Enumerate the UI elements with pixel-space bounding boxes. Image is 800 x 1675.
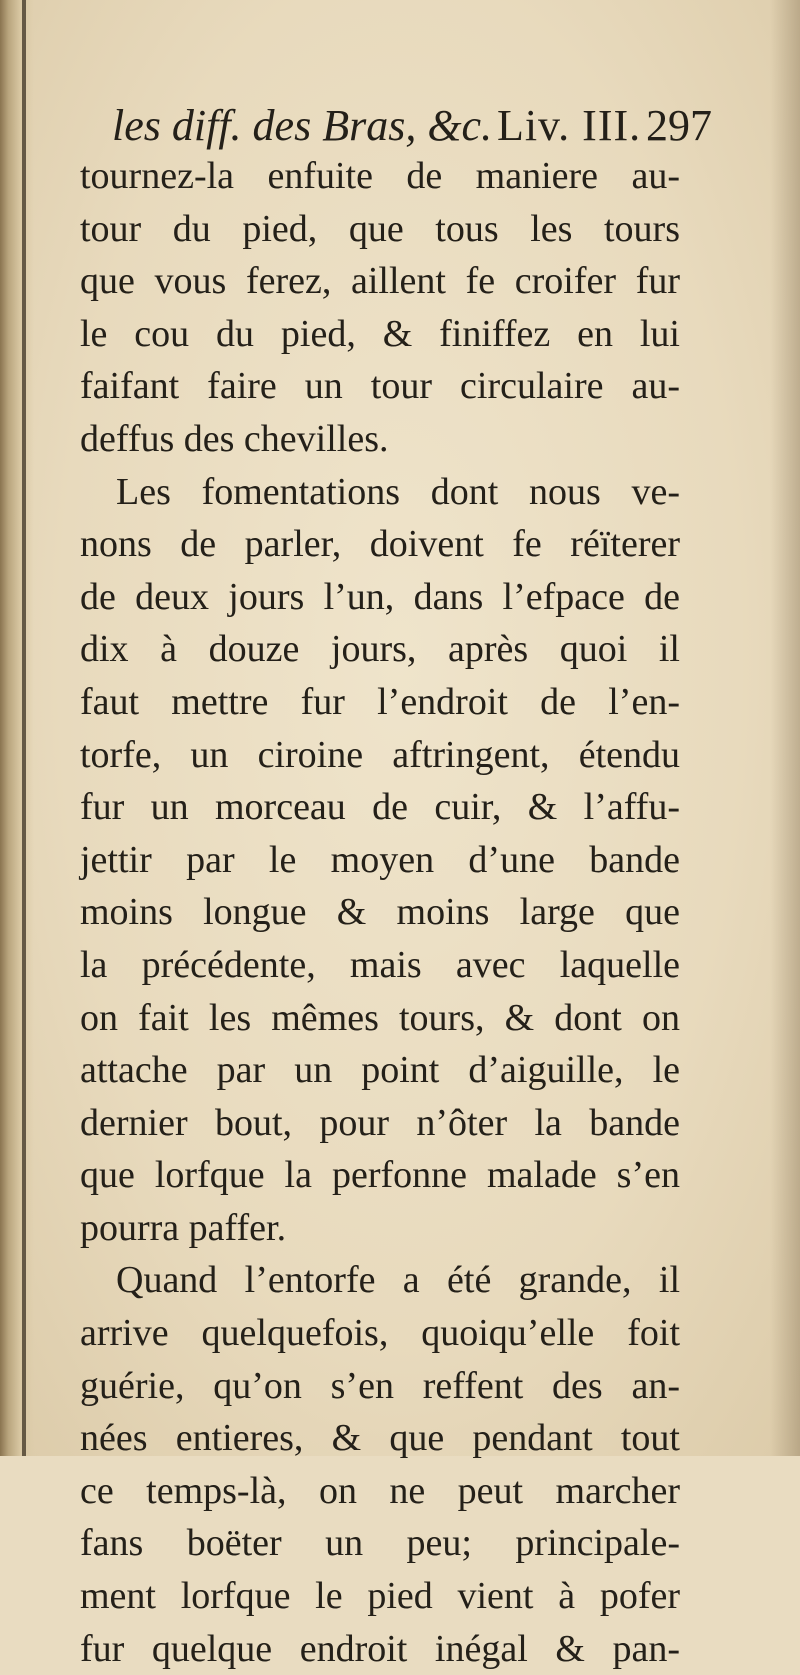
text-line: Quand l’entorfe a été grande, il	[116, 1259, 680, 1302]
text-line: Les fomentations dont nous ve-	[116, 470, 680, 513]
text-line: la précédente, mais avec laquelle	[80, 943, 680, 986]
running-head: les diff. des Bras, &c.	[112, 101, 493, 150]
text-line: deffus des chevilles.	[80, 417, 389, 460]
text-line: dernier bout, pour n’ôter la bande	[80, 1101, 680, 1144]
text-line: ment lorfque le pied vient à pofer	[80, 1575, 680, 1618]
text-line: nons de parler, doivent fe réïterer	[80, 523, 680, 566]
text-line: fans boëter un peu; principale-	[80, 1522, 680, 1565]
text-line: moins longue & moins large que	[80, 891, 680, 934]
text-line: que lorfque la perfonne malade s’en	[80, 1154, 680, 1197]
page-binding-edge	[0, 0, 34, 1456]
text-line: tournez-la enfuite de maniere au-	[80, 155, 680, 197]
text-line: ce temps-là, on ne peut marcher	[80, 1469, 680, 1512]
text-line: arrive quelquefois, quoiqu’elle foit	[80, 1312, 680, 1355]
text-line: jettir par le moyen d’une bande	[80, 838, 680, 881]
text-line: dix à douze jours, après quoi il	[80, 628, 680, 671]
text-line: on fait les mêmes tours, & dont on	[80, 996, 680, 1039]
page-edge-shadow	[770, 0, 800, 1456]
text-line: fur un morceau de cuir, & l’affu-	[80, 786, 680, 829]
text-line: fur quelque endroit inégal & pan-	[80, 1627, 680, 1670]
text-line: guérie, qu’on s’en reffent des an-	[80, 1364, 680, 1407]
text-line: torfe, un ciroine aftringent, étendu	[80, 733, 680, 776]
page-header	[112, 96, 712, 156]
text-line: attache par un point d’aiguille, le	[80, 1049, 680, 1092]
text-line: le cou du pied, & finiffez en lui	[80, 312, 680, 355]
page-binding-shadow	[22, 0, 26, 1456]
book-reference: Liv. III.	[496, 101, 642, 150]
text-line: faifant faire un tour circulaire au-	[80, 365, 680, 408]
text-line: faut mettre fur l’endroit de l’en-	[80, 680, 680, 723]
text-line: de deux jours l’un, dans l’efpace de	[80, 575, 680, 618]
text-line: nées entieres, & que pendant tout	[80, 1417, 680, 1460]
page-number: 297	[645, 101, 712, 150]
text-line: pourra paffer.	[80, 1206, 287, 1249]
text-line: tour du pied, que tous les tours	[80, 207, 680, 250]
text-line: que vous ferez, aillent fe croifer fur	[80, 260, 680, 303]
body-text	[80, 150, 680, 1675]
